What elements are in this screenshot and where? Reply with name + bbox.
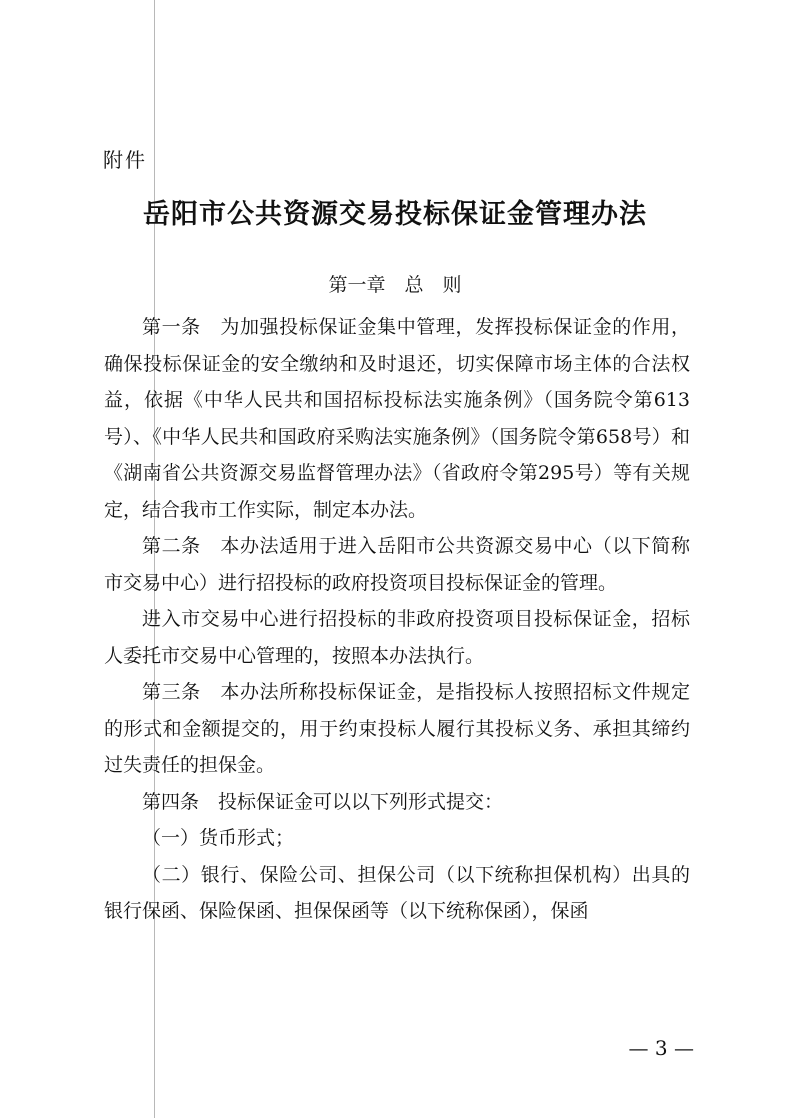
- page-number: — 3 —: [628, 1036, 694, 1060]
- chapter-heading: 第一章 总 则: [328, 274, 462, 296]
- article-4-paragraph: 第四条 投标保证金可以以下列形式提交：: [142, 790, 504, 813]
- article-2-supplement-paragraph: 进入市交易中心进行招投标的非政府投资项目投标保证金，招标人委托市交易中心管理的，按照本办法执行。: [104, 608, 690, 667]
- attachment-label: 附件: [103, 148, 147, 172]
- document-title: 岳阳市公共资源交易投标保证金管理办法: [143, 199, 647, 230]
- article-3-paragraph: 第三条 本办法所称投标保证金，是指投标人按照招标文件规定的形式和金额提交的，用于约束投标人履行其投标义务、承担其缔约过失责任的担保金。: [104, 681, 690, 776]
- article-4-item-2: （二）银行、保险公司、担保公司（以下统称担保机构）出具的银行保函、保险保函、担保保函等（以下统称保函），保函: [104, 863, 690, 922]
- article-4-item-1: （一）货币形式；: [142, 827, 295, 849]
- article-2-paragraph: 第二条 本办法适用于进入岳阳市公共资源交易中心（以下简称市交易中心）进行招投标的政府投资项目投标保证金的管理。: [104, 535, 690, 594]
- document-body: [104, 309, 690, 930]
- article-1-paragraph: 第一条 为加强投标保证金集中管理，发挥投标保证金的作用，确保投标保证金的安全缴纳和及时退还，切实保障市场主体的合法权益，依据《中华人民共和国招标投标法实施条例》（国务院令第613号）、《中华人民共和国政府采购法实施条例》（国务院令第658号）和《湖南省公共资源交易监督管理办法》（省政府令第295号）等有关规定，结合我市工作实际，制定本办法。: [104, 316, 690, 521]
